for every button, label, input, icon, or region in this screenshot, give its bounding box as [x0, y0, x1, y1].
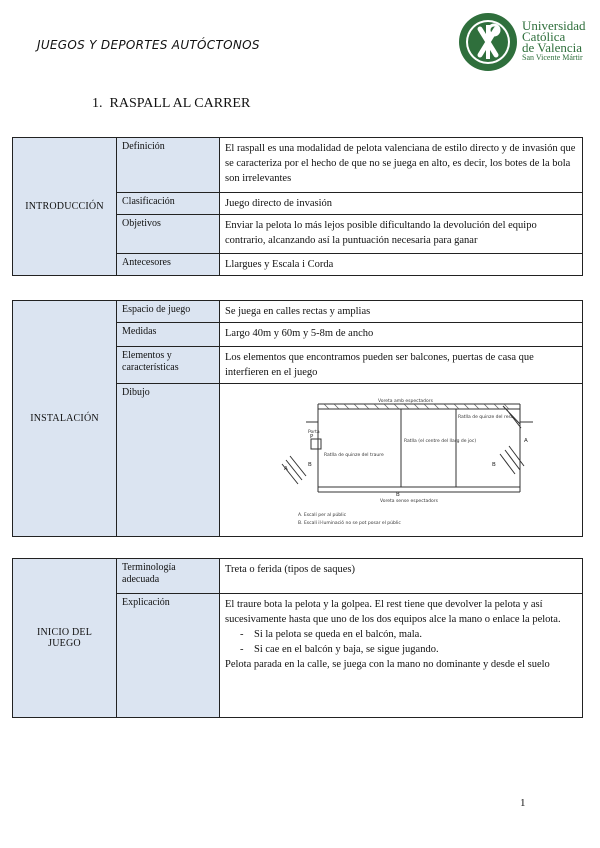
- section-heading: 1. RASPALL AL CARRER: [92, 96, 251, 111]
- mark-a-left: A: [284, 466, 288, 472]
- mark-b-left: B: [308, 462, 312, 468]
- label-explicacion: Explicación: [117, 594, 220, 718]
- explicacion-bullets: [225, 627, 577, 657]
- value-elementos: Los elementos que encontramos pueden ser balcones, puertas de casa que interfieren en el juego: [220, 347, 583, 384]
- value-clasificacion: Juego directo de invasión: [220, 193, 583, 215]
- label-espacio-de-juego: Espacio de juego: [117, 301, 220, 323]
- introduccion-table: [12, 137, 583, 276]
- list-item: - Si la pelota se queda en el balcón, mala.: [258, 627, 577, 642]
- university-name: Universidad Católica de Valencia San Vicente Mártir: [522, 18, 586, 62]
- label-dibujo: Dibujo: [117, 384, 220, 537]
- label-definicion: Definición: [117, 138, 220, 193]
- category-instalacion: INSTALACIÓN: [13, 301, 117, 537]
- label-voreta-espectadors: Voreta amb espectadors: [378, 399, 433, 404]
- legend-a: A. Escalí per al públic: [298, 513, 347, 518]
- label-medidas: Medidas: [117, 323, 220, 347]
- mark-b-right: B: [492, 462, 496, 468]
- mark-p: P: [310, 434, 314, 440]
- court-diagram: [220, 384, 582, 536]
- value-antecesores: Llargues y Escala i Corda: [220, 254, 583, 276]
- label-ratlla-centre: Ratlla (el centre del llarg de joc): [404, 439, 477, 444]
- mark-b-bottom: B: [396, 492, 400, 498]
- mark-a-right: A: [524, 438, 528, 444]
- university-seal-icon: [458, 11, 518, 73]
- value-terminologia: Treta o ferida (tipos de saques): [220, 559, 583, 594]
- value-definicion: El raspall es una modalidad de pelota valenciana de estilo directo y de invasión que se caracteriza por el hecho de que no se juega en alto, es decir, los botes de la bola son irrelevantes: [220, 138, 583, 193]
- legend-b: B. Escalí il·luminació no se pot posar el públic: [298, 521, 401, 526]
- value-dibujo: [220, 384, 583, 537]
- value-objetivos: Enviar la pelota lo más lejos posible dificultando la devolución del equipo contrario, alcanzando así la puntuación necesaria para ganar: [220, 215, 583, 254]
- label-clasificacion: Clasificación: [117, 193, 220, 215]
- label-voreta-sense: Voreta sense espectadors: [380, 499, 439, 504]
- label-terminologia: Terminología adecuada: [117, 559, 220, 594]
- inicio-table: [12, 558, 583, 718]
- category-introduccion: INTRODUCCIÓN: [13, 138, 117, 276]
- value-medidas: Largo 40m y 60m y 5-8m de ancho: [220, 323, 583, 347]
- label-objetivos: Objetivos: [117, 215, 220, 254]
- value-explicacion: [220, 594, 583, 718]
- category-inicio-del-juego: INICIO DEL JUEGO: [13, 559, 117, 718]
- university-logo: [458, 11, 600, 75]
- label-ratlla-rest: Ratlla de quinze del rest: [458, 415, 513, 420]
- label-ratlla-traure: Ratlla de quinze del traure: [324, 453, 384, 458]
- value-espacio-de-juego: Se juega en calles rectas y amplias: [220, 301, 583, 323]
- document-header-title: JUEGOS Y DEPORTES AUTÓCTONOS: [37, 38, 260, 52]
- list-item: - Si cae en el balcón y baja, se sigue jugando.: [258, 642, 577, 657]
- page-number: 1: [520, 797, 526, 809]
- explicacion-intro: El traure bota la pelota y la golpea. El rest tiene que devolver la pelota y así sucesivamente hasta que uno de los dos equipos alce la mano o enlace la pelota.: [225, 599, 561, 625]
- label-antecesores: Antecesores: [117, 254, 220, 276]
- label-elementos: Elementos y características: [117, 347, 220, 384]
- instalacion-table: [12, 300, 583, 537]
- label-porta: Porta: [308, 430, 320, 435]
- explicacion-outro: Pelota parada en la calle, se juega con la mano no dominante y desde el suelo: [225, 659, 550, 670]
